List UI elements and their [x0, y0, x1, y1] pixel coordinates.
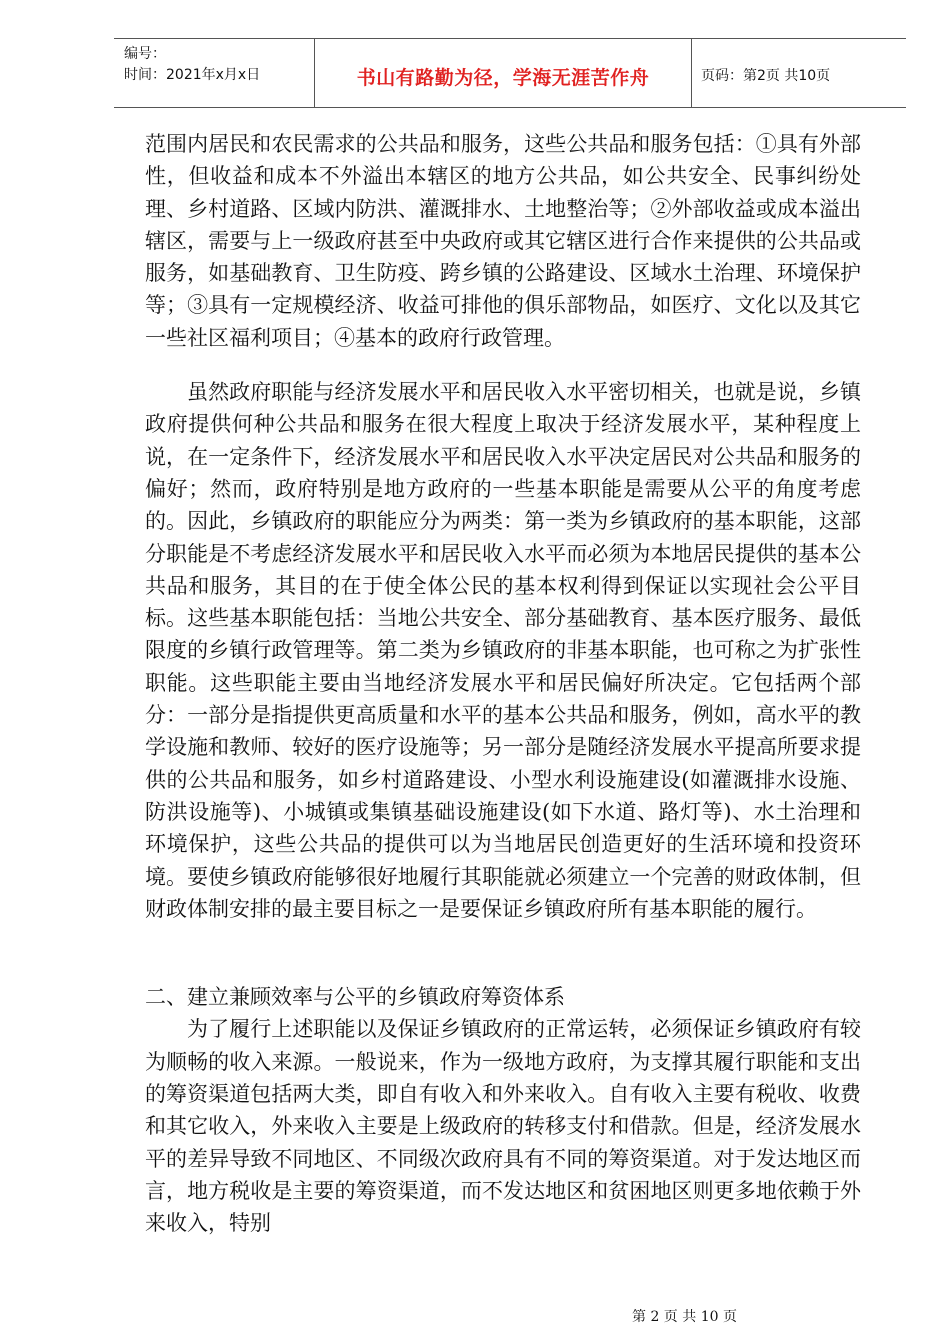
document-body — [145, 128, 861, 1240]
paragraph-public-goods-list: 范围内居民和农民需求的公共品和服务，这些公共品和服务包括：①具有外部性，但收益和成本不外溢出本辖区的地方公共品，如公共安全、民事纠纷处理、乡村道路、区域内防洪、灌溉排水、土地整治等；②外部收益或成本溢出辖区，需要与上一级政府甚至中央政府或其它辖区进行合作来提供的公共品或服务，如基础教育、卫生防疫、跨乡镇的公路建设、区域水土治理、环境保护等；③具有一定规模经济、收益可排他的俱乐部物品，如医疗、文化以及其它一些社区福利项目；④基本的政府行政管理。 — [145, 132, 861, 350]
paragraph-financing-channels: 为了履行上述职能以及保证乡镇政府的正常运转，必须保证乡镇政府有较为顺畅的收入来源。一般说来，作为一级地方政府，为支撑其履行职能和支出的筹资渠道包括两大类，即自有收入和外来收入。自有收入主要有税收、收费和其它收入，外来收入主要是上级政府的转移支付和借款。但是，经济发展水平的差异导致不同地区、不同级次政府具有不同的筹资渠道。对于发达地区而言，地方税收是主要的筹资渠道，而不发达地区和贫困地区则更多地依赖于外来收入，特别 — [145, 1017, 861, 1236]
section-heading: 二、建立兼顾效率与公平的乡镇政府筹资体系 — [145, 985, 565, 1010]
header-page-number: 页码：第2页 共10页 — [701, 68, 831, 84]
page-footer: 第 2 页 共 10 页 — [632, 1309, 737, 1325]
paragraph-government-functions: 虽然政府职能与经济发展水平和居民收入水平密切相关，也就是说，乡镇政府提供何种公共品和服务在很大程度上取决于经济发展水平，某种程度上说，在一定条件下，经济发展水平和居民收入水平决定居民对公共品和服务的偏好；然而，政府特别是地方政府的一些基本职能是需要从公平的角度考虑的。因此，乡镇政府的职能应分为两类：第一类为乡镇政府的基本职能，这部分职能是不考虑经济发展水平和居民收入水平而必须为本地居民提供的基本公共品和服务，其目的在于使全体公民的基本权利得到保证以实现社会公平目标。这些基本职能包括：当地公共安全、部分基础教育、基本医疗服务、最低限度的乡镇行政管理等。第二类为乡镇政府的非基本职能，也可称之为扩张性职能。这些职能主要由当地经济发展水平和居民偏好所决定。它包括两个部分：一部分是指提供更高质量和水平的基本公共品和服务，例如，高水平的教学设施和教师、较好的医疗设施等；另一部分是随经济发展水平提高所要求提供的公共品和服务，如乡村道路建设、小型水利设施建设(如灌溉排水设施、防洪设施等)、小城镇或集镇基础设施建设(如下水道、路灯等)、水土治理和环境保护，这些公共品的提供可以为当地居民创造更好的生活环境和投资环境。要使乡镇政府能够很好地履行其职能就必须建立一个完善的财政体制，但财政体制安排的最主要目标之一是要保证乡镇政府所有基本职能的履行。 — [145, 380, 861, 921]
document-time-label: 时间：2021年x月x日 — [124, 67, 261, 83]
document-number-label: 编号： — [124, 46, 166, 62]
header-motto-cell — [314, 39, 692, 107]
header-motto: 书山有路勤为径，学海无涯苦作舟 — [356, 67, 650, 89]
page-header — [114, 38, 906, 108]
header-meta-cell — [114, 39, 314, 107]
header-page-cell — [691, 39, 906, 107]
